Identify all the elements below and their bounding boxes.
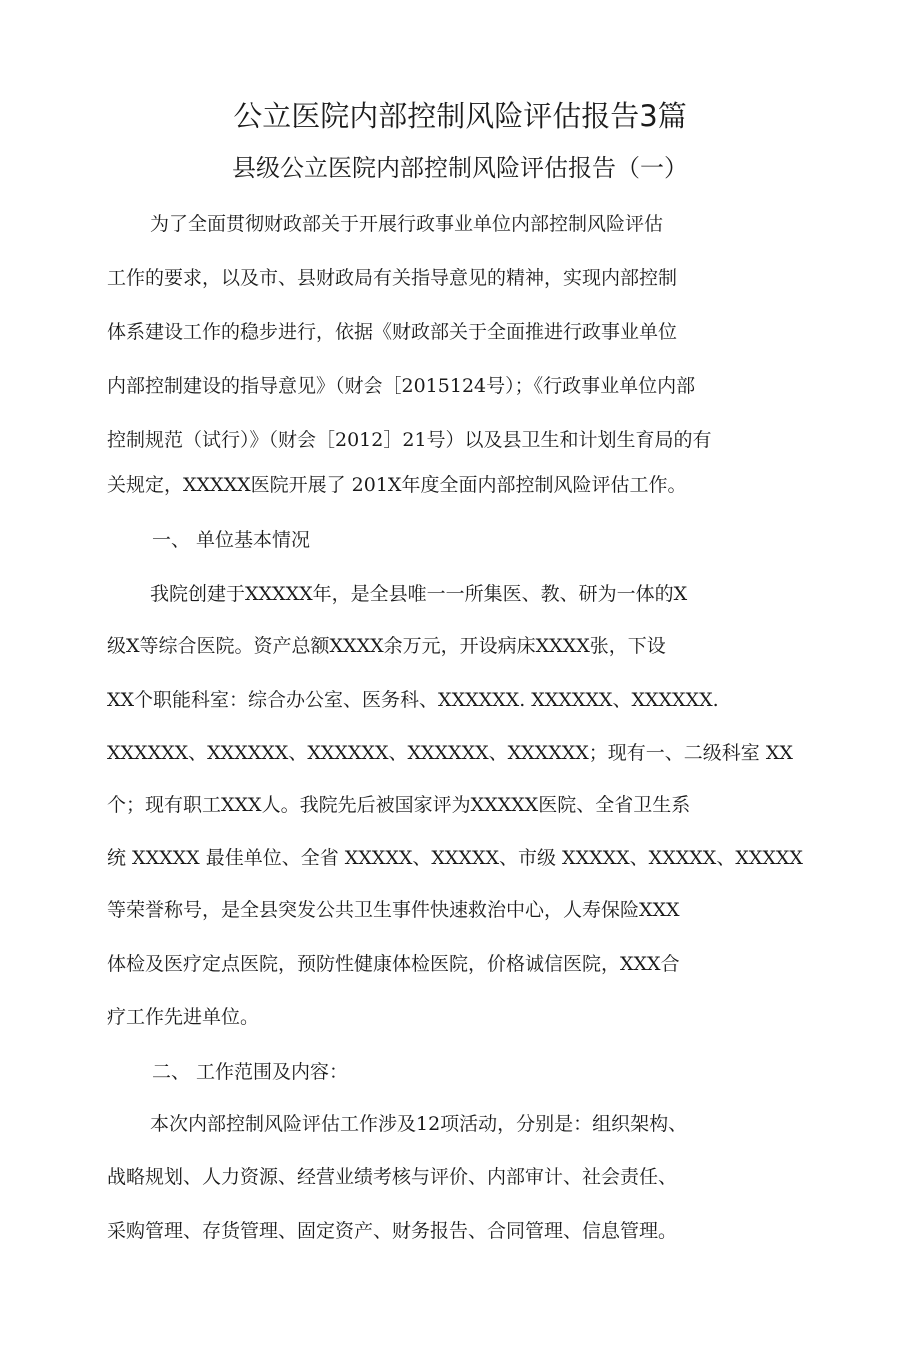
paragraph-line: 等荣誉称号，是全县突发公共卫生事件快速救治中心，人寿保险XXX — [107, 899, 680, 921]
paragraph-line: 战略规划、人力资源、经营业绩考核与评价、内部审计、社会责任、 — [107, 1166, 678, 1188]
paragraph-line: 关规定，XXXXX医院开展了 201X年度全面内部控制风险评估工作。 — [107, 474, 687, 496]
paragraph-line: 级X等综合医院。资产总额XXXX余万元，开设病床XXXX张，下设 — [107, 635, 666, 657]
document-title: 公立医院内部控制风险评估报告3篇 — [233, 99, 687, 133]
paragraph-line: 内部控制建设的指导意见》（财会［2015124号）；《行政事业单位内部 — [107, 375, 696, 397]
paragraph-line: 采购管理、存货管理、固定资产、财务报告、合同管理、信息管理。 — [107, 1220, 678, 1242]
paragraph-line: XXXXXX、XXXXXX、XXXXXX、XXXXXX、XXXXXX；现有一、二级科室 XX — [107, 742, 793, 764]
section-heading: 二、 工作范围及内容： — [152, 1061, 349, 1083]
paragraph-line: 体检及医疗定点医院，预防性健康体检医院，价格诚信医院，XXX合 — [107, 953, 680, 975]
paragraph-line: XX个职能科室：综合办公室、医务科、XXXXXX. XXXXXX、XXXXXX. — [107, 689, 719, 711]
paragraph-line: 疗工作先进单位。 — [107, 1006, 260, 1028]
paragraph-line: 为了全面贯彻财政部关于开展行政事业单位内部控制风险评估 — [150, 213, 664, 235]
paragraph-line: 工作的要求，以及市、县财政局有关指导意见的精神，实现内部控制 — [107, 267, 678, 289]
paragraph-line: 我院创建于XXXXX年，是全县唯一一所集医、教、研为一体的X — [150, 583, 688, 605]
paragraph-line: 控制规范（试行）》（财会［2012］21号）以及县卫生和计划生育局的有 — [107, 429, 712, 451]
document-subtitle: 县级公立医院内部控制风险评估报告（一） — [232, 154, 688, 182]
section-heading: 一、 单位基本情况 — [152, 529, 311, 551]
paragraph-line: 本次内部控制风险评估工作涉及12项活动，分别是：组织架构、 — [150, 1113, 688, 1135]
paragraph-line: 个；现有职工XXX人。我院先后被国家评为XXXXX医院、全省卫生系 — [107, 794, 691, 816]
paragraph-line: 体系建设工作的稳步进行，依据《财政部关于全面推进行政事业单位 — [107, 321, 678, 343]
paragraph-line: 统 XXXXX 最佳单位、全省 XXXXX、XXXXX、市级 XXXXX、XXXXX、XXXXX — [107, 847, 803, 869]
